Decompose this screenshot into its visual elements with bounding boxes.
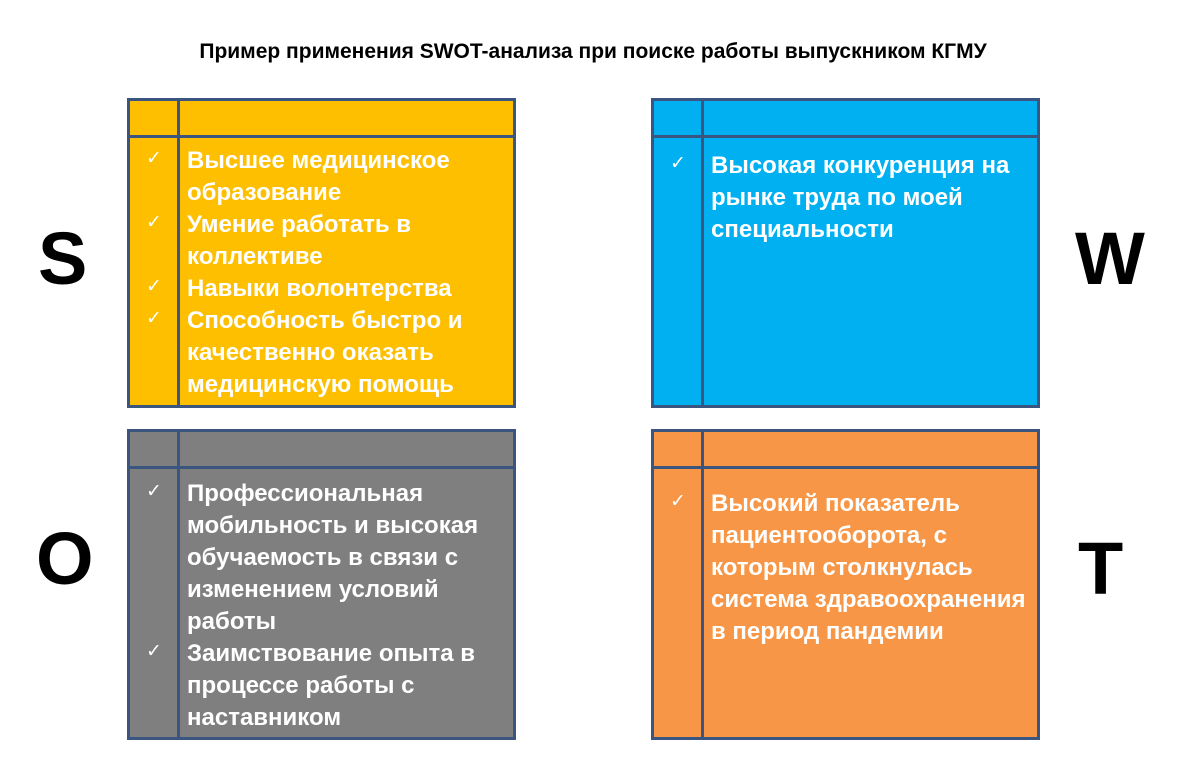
list-item [654, 488, 1037, 648]
strength-text: Высшее медицинское образование [187, 147, 450, 206]
list-item [130, 638, 513, 734]
check-icon: ✓ [670, 491, 686, 512]
threats-header-row [654, 432, 1037, 469]
opportunity-text: Профессиональная мобильность и высокая обучаемость в связи с изменением условий работы [187, 480, 479, 635]
list-item [130, 478, 513, 638]
opportunities-header-row [130, 432, 513, 469]
check-icon: ✓ [146, 148, 162, 169]
check-icon: ✓ [146, 276, 162, 297]
strengths-box [127, 98, 516, 408]
list-item [130, 273, 513, 305]
weakness-text: Высокая конкуренция на рынке труда по моей специальности [711, 152, 1010, 243]
strengths-header-row [130, 101, 513, 138]
letter-o: O [36, 517, 94, 600]
threats-box [651, 429, 1040, 740]
list-item [654, 150, 1037, 246]
strength-text: Умение работать в коллективе [187, 211, 412, 270]
list-item [130, 145, 513, 209]
check-icon: ✓ [146, 212, 162, 233]
list-item [130, 305, 513, 401]
weaknesses-list [654, 150, 1037, 246]
strength-text: Навыки волонтерства [187, 275, 452, 302]
weaknesses-divider [701, 101, 704, 405]
opportunity-text: Заимствование опыта в процессе работы с наставником [187, 640, 475, 731]
letter-w: W [1075, 217, 1145, 300]
page-title: Пример применения SWOT-анализа при поиске работы выпускником КГМУ [199, 40, 987, 63]
letter-t: T [1078, 527, 1124, 610]
strength-text: Способность быстро и качественно оказать медицинскую помощь [187, 307, 463, 398]
strengths-list [130, 145, 513, 401]
check-icon: ✓ [146, 308, 162, 329]
opportunities-list [130, 478, 513, 734]
opportunities-box [127, 429, 516, 740]
threats-list [654, 488, 1037, 648]
threat-text: Высокий показатель пациентооборота, с которым столкнулась система здравоохранения в период пандемии [711, 490, 1026, 645]
list-item [130, 209, 513, 273]
weaknesses-box [651, 98, 1040, 408]
letter-s: S [38, 217, 88, 300]
check-icon: ✓ [670, 153, 686, 174]
weaknesses-header-row [654, 101, 1037, 138]
check-icon: ✓ [146, 641, 162, 662]
check-icon: ✓ [146, 481, 162, 502]
